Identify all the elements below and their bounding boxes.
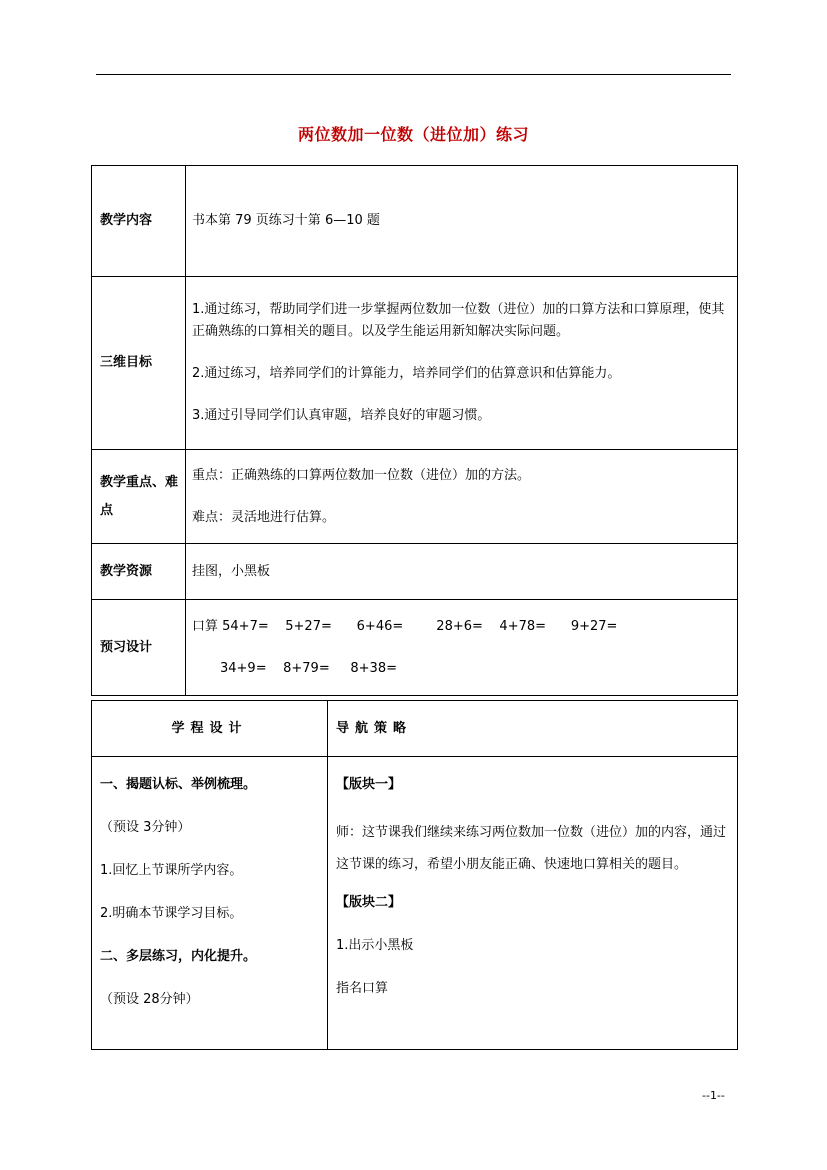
label-resources: 教学资源 bbox=[92, 544, 186, 600]
process-time-note: （预设 3分钟） bbox=[100, 820, 191, 835]
difficulty: 难点：灵活地进行估算。 bbox=[192, 509, 336, 525]
value-objectives bbox=[186, 277, 738, 450]
header-rule bbox=[96, 74, 731, 75]
strategy-step: 指名口算 bbox=[336, 981, 389, 996]
page-title: 两位数加一位数（进位加）练习 bbox=[297, 125, 529, 144]
preview-line-2: 34+9= 8+79= 8+38= bbox=[220, 660, 397, 676]
row-resources bbox=[92, 544, 738, 600]
label-objectives: 三维目标 bbox=[92, 277, 186, 450]
process-step-item: 1.回忆上节课所学内容。 bbox=[100, 863, 243, 878]
row-teaching-content bbox=[92, 166, 738, 277]
header-navigation-strategy: 导航策略 bbox=[328, 701, 738, 757]
label-teaching-content: 教学内容 bbox=[92, 166, 186, 277]
strategy-step: 1.出示小黑板 bbox=[336, 938, 414, 953]
label-preview: 预习设计 bbox=[92, 600, 186, 696]
row-focus bbox=[92, 450, 738, 544]
objective-item: 1.通过练习，帮助同学们进一步掌握两位数加一位数（进位）加的口算方法和口算原理，使其正确熟练的口算相关的题目。以及学生能运用新知解决实际问题。 bbox=[192, 302, 725, 339]
process-time-note: （预设 28分钟） bbox=[100, 992, 199, 1007]
process-step-heading: 一、揭题认标、举例梳理。 bbox=[100, 777, 257, 792]
objective-item: 2.通过练习，培养同学们的计算能力，培养同学们的估算意识和估算能力。 bbox=[192, 366, 621, 381]
process-table bbox=[91, 700, 738, 1050]
page-number: --1-- bbox=[702, 1089, 725, 1102]
lesson-info-table bbox=[91, 165, 738, 696]
objective-item: 3.通过引导同学们认真审题，培养良好的审题习惯。 bbox=[192, 408, 491, 423]
process-step-item: 2.明确本节课学习目标。 bbox=[100, 906, 243, 921]
row-objectives bbox=[92, 277, 738, 450]
row-preview bbox=[92, 600, 738, 696]
value-focus bbox=[186, 450, 738, 544]
label-focus: 教学重点、难点 bbox=[92, 450, 186, 544]
value-teaching-content: 书本第 79 页练习十第 6—10 题 bbox=[186, 166, 738, 277]
preview-line-1: 口算 54+7= 5+27= 6+46= 28+6= 4+78= 9+27= bbox=[192, 618, 618, 634]
process-step-heading: 二、多层练习，内化提升。 bbox=[100, 949, 257, 964]
strategy-block-title: 【版块一】 bbox=[336, 777, 402, 792]
value-preview bbox=[186, 600, 738, 696]
value-resources: 挂图，小黑板 bbox=[186, 544, 738, 600]
navigation-strategy-cell bbox=[328, 757, 738, 1050]
process-body-row bbox=[92, 757, 738, 1050]
process-header-row bbox=[92, 701, 738, 757]
key-point: 重点：正确熟练的口算两位数加一位数（进位）加的方法。 bbox=[192, 467, 531, 483]
strategy-text: 师：这节课我们继续来练习两位数加一位数（进位）加的内容，通过这节课的练习，希望小朋友能正确、快速地口算相关的题目。 bbox=[336, 825, 727, 872]
header-learning-process: 学程设计 bbox=[92, 701, 328, 757]
learning-process-cell bbox=[92, 757, 328, 1050]
strategy-block-title: 【版块二】 bbox=[336, 895, 402, 910]
